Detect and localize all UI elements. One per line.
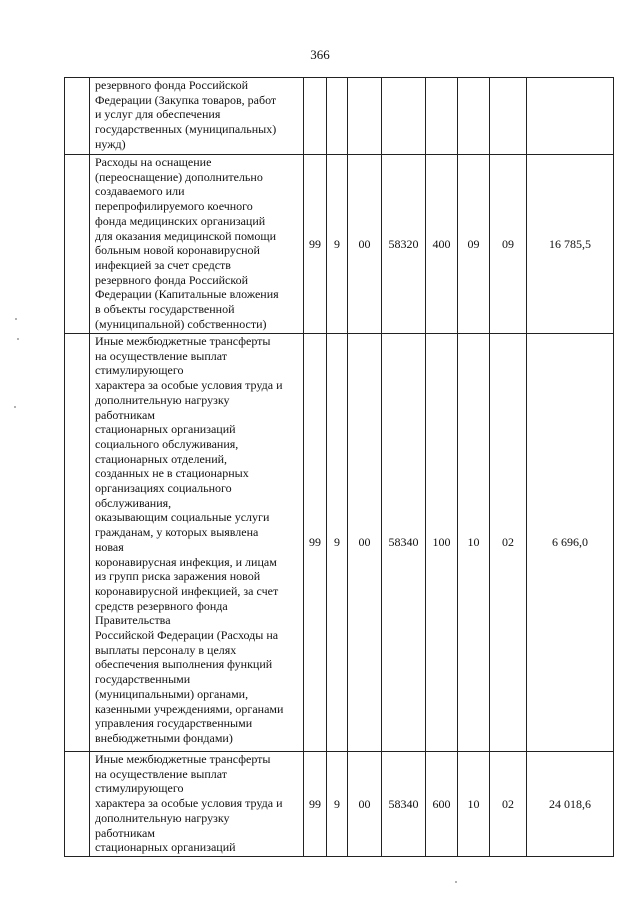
code-subprogram: 9: [327, 334, 348, 752]
blank-cell: [65, 752, 90, 857]
row-description: резервного фонда Российской Федерации (Закупка товаров, работ и услуг для обеспечения государственных (муниципальных) нужд): [90, 78, 304, 155]
code-program: 99: [304, 752, 327, 857]
code-section: 10: [458, 334, 490, 752]
code-group: 00: [348, 752, 382, 857]
code-expense-type: 400: [426, 155, 458, 334]
row-amount: 6 696,0: [527, 334, 614, 752]
code-group: 00: [348, 334, 382, 752]
code-subprogram: 9: [327, 155, 348, 334]
row-description: Иные межбюджетные трансферты на осуществление выплат стимулирующего характера за особые условия труда и дополнительную нагрузку работникам стационарных организаций: [90, 752, 304, 857]
row-amount: 24 018,6: [527, 752, 614, 857]
row-description: Иные межбюджетные трансферты на осуществление выплат стимулирующего характера за особые условия труда и дополнительную нагрузку работникам стационарных организаций социального обслуживания, стационарных отделений, созданных не в стационарных организациях социального обслуживания, оказывающим социальные услуги гражданам, у которых выявлена новая коронавирусная инфекция, и лицам из групп риска заражения новой коронавирусной инфекцией, за счет средств резервного фонда Правительства Российской Федерации (Расходы на выплаты персоналу в целях обеспечения выполнения функций государственными (муниципальными) органами, казенными учреждениями, органами управления государственными внебюджетными фондами): [90, 334, 304, 752]
row-description: Расходы на оснащение (переоснащение) дополнительно создаваемого или перепрофилируемого коечного фонда медицинских организаций для оказания медицинской помощи больным новой коронавирусной инфекцией за счет средств резервного фонда Российской Федерации (Капитальные вложения в объекты государственной (муниципальной) собственности): [90, 155, 304, 334]
code-program: 99: [304, 155, 327, 334]
table-row: [65, 78, 614, 155]
code-group: 00: [348, 155, 382, 334]
code-expense-type: 100: [426, 334, 458, 752]
blank-cell: [65, 155, 90, 334]
code-subsection: [490, 78, 527, 155]
code-expense-type: 600: [426, 752, 458, 857]
code-subprogram: 9: [327, 752, 348, 857]
table-row: [65, 155, 614, 334]
row-amount: 16 785,5: [527, 155, 614, 334]
code-direction: 58340: [382, 752, 426, 857]
code-subsection: 09: [490, 155, 527, 334]
code-group: [348, 78, 382, 155]
code-subsection: 02: [490, 334, 527, 752]
code-direction: [382, 78, 426, 155]
code-section: [458, 78, 490, 155]
blank-cell: [65, 334, 90, 752]
scan-speck: [14, 406, 16, 408]
page-number: 366: [310, 47, 330, 62]
code-program: 99: [304, 334, 327, 752]
code-subprogram: [327, 78, 348, 155]
blank-cell: [65, 78, 90, 155]
code-expense-type: [426, 78, 458, 155]
row-amount: [527, 78, 614, 155]
scan-speck: [455, 881, 457, 883]
scan-speck: [15, 318, 17, 320]
code-section: 10: [458, 752, 490, 857]
code-subsection: 02: [490, 752, 527, 857]
table-row: [65, 334, 614, 752]
code-section: 09: [458, 155, 490, 334]
scan-speck: [17, 338, 19, 340]
code-program: [304, 78, 327, 155]
code-direction: 58320: [382, 155, 426, 334]
code-direction: 58340: [382, 334, 426, 752]
table-row: [65, 752, 614, 857]
budget-table: [64, 77, 614, 857]
